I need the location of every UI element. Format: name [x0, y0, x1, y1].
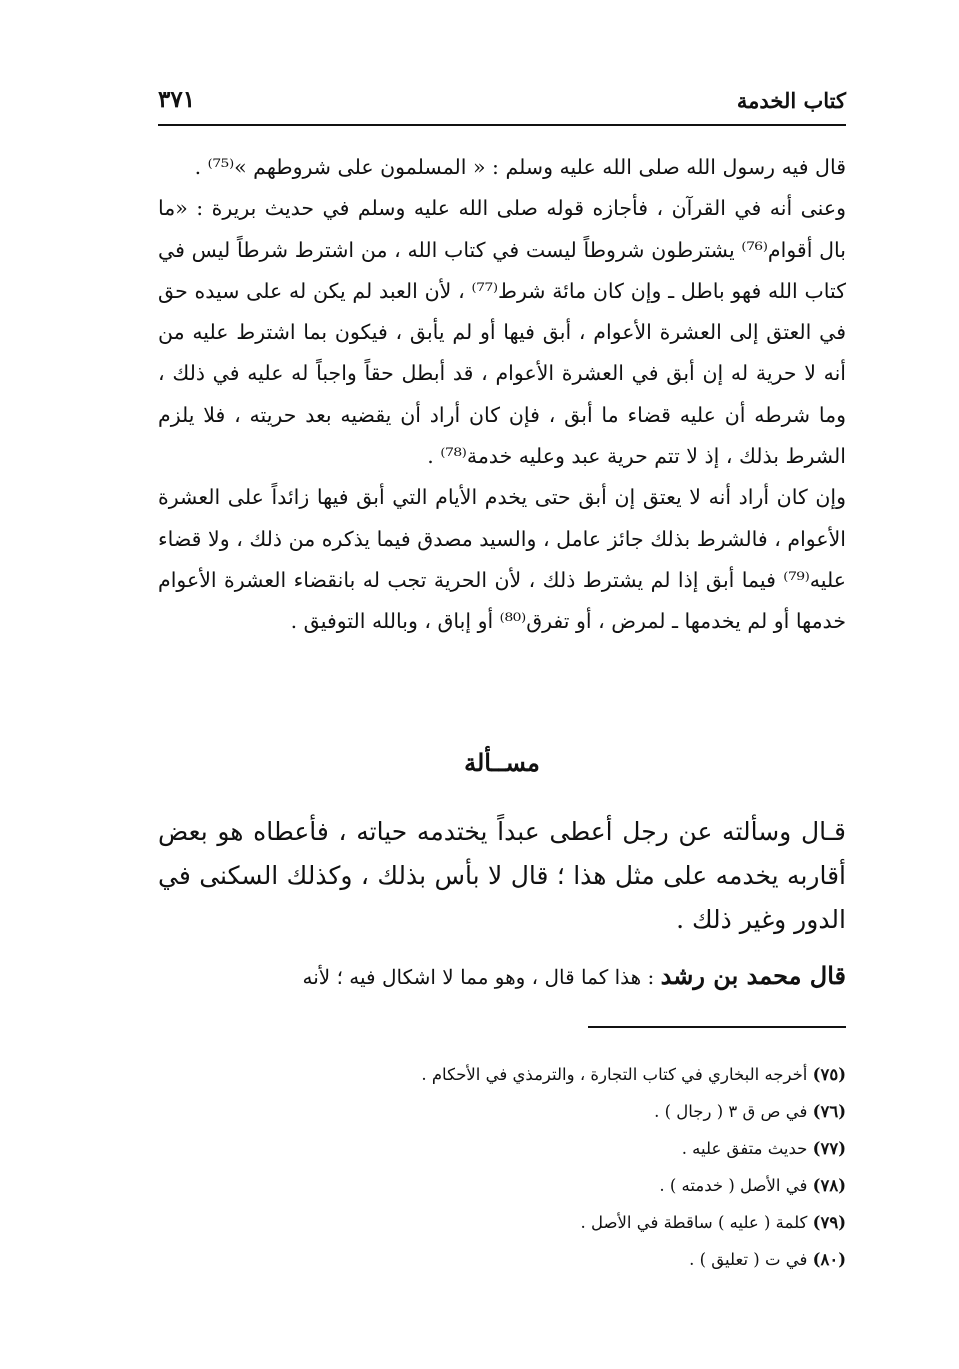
footnote-text: حديث متفق عليه . — [681, 1139, 808, 1158]
footnote-number: (٧٨) — [812, 1176, 846, 1195]
footnote-number: (٧٧) — [812, 1139, 846, 1158]
paragraph: وعنى أنه في القرآن ، فأجازه قوله صلى الله عليه وسلم في حديث بريرة : «ما بال أقوام⁽⁷⁶⁾ يشترطون شروطاً ليست في كتاب الله ، من اشترط شرطاً ليس في كتاب الله فهو باطل ـ وإن كان مائة شرط⁽⁷⁷⁾ ، لأن العبد لم يكن له على سيده حق في العتق إلى العشرة الأعوام ، أبق فيها أو لم يأبق ، فيكون بما اشترط عليه من أنه لا حرية له إن أبق في العشرة الأعوام ، قد أبطل حقاً واجباً له عليه في ذلك ، وما شرطه أن عليه قضاء ما أبق ، فإن كان أراد أن يقضيه بعد حريته ، فلا يلزم الشرط بذلك ، إذ لا تتم حرية عبد وعليه خدمة⁽⁷⁸⁾ . — [158, 196, 846, 469]
footnote-number: (٧٥) — [812, 1065, 846, 1084]
footnote-text: أخرجه البخاري في كتاب التجارة ، والترمذي في الأحكام . — [421, 1065, 808, 1084]
running-header — [158, 84, 846, 126]
answer-speaker: قال محمد بن رشد — [660, 961, 846, 990]
footnote-text: في ت ( تعليق ) . — [689, 1250, 808, 1269]
footnote-text: في ص ق ٣ ( رجال ) . — [654, 1102, 808, 1121]
footnote-number: (٨٠) — [812, 1250, 846, 1269]
question-text: قـال وسألته عن رجل أعطى عبداً يختدمه حياته ، فأعطاه هو بعض أقاربه يخدمه على مثل هذا ؛ قال لا بأس بذلك ، وكذلك السكنى في الدور وغير ذلك . — [158, 817, 846, 934]
footnote — [158, 1056, 846, 1093]
footnote — [158, 1204, 846, 1241]
footnote-number: (٧٦) — [812, 1102, 846, 1121]
footnote-text: في الأصل ( خدمته ) . — [659, 1176, 808, 1195]
answer-line — [158, 954, 846, 999]
answer-text: : هذا كما قال ، وهو مما لا اشكال فيه ؛ لأنه — [302, 965, 661, 989]
footnote-number: (٧٩) — [812, 1213, 846, 1232]
paragraph: وإن كان أراد أنه لا يعتق إن أبق حتى يخدم الأيام التي أبق فيها زائداً على العشرة الأعوام ، فالشرط بذلك جائز عامل ، والسيد مصدق فيما يذكره من ذلك ، ولا قضاء عليه⁽⁷⁹⁾ فيما أبق إذا لم يشترط ذلك ، لأن الحرية تجب له بانقضاء العشرة الأعوام خدمها أو لم يخدمها ـ لمرض ، أو تفرق⁽⁸⁰⁾ أو إباق ، وبالله التوفيق . — [158, 485, 846, 634]
chapter-title: كتاب الخدمة — [736, 88, 846, 113]
footnote — [158, 1241, 846, 1278]
footnote-divider — [588, 1026, 846, 1028]
paragraph: قال فيه رسول الله صلى الله عليه وسلم : « المسلمون على شروطهم »⁽⁷⁵⁾ . — [194, 155, 846, 179]
footnotes — [158, 1056, 846, 1278]
footnote — [158, 1093, 846, 1130]
main-text — [158, 147, 846, 643]
section-heading: مســألة — [464, 748, 540, 777]
footnote — [158, 1167, 846, 1204]
page-number: ٣٧١ — [158, 86, 196, 113]
question-block — [158, 810, 846, 942]
footnote — [158, 1130, 846, 1167]
footnote-text: كلمة ( عليه ) ساقطة في الأصل . — [580, 1213, 808, 1232]
